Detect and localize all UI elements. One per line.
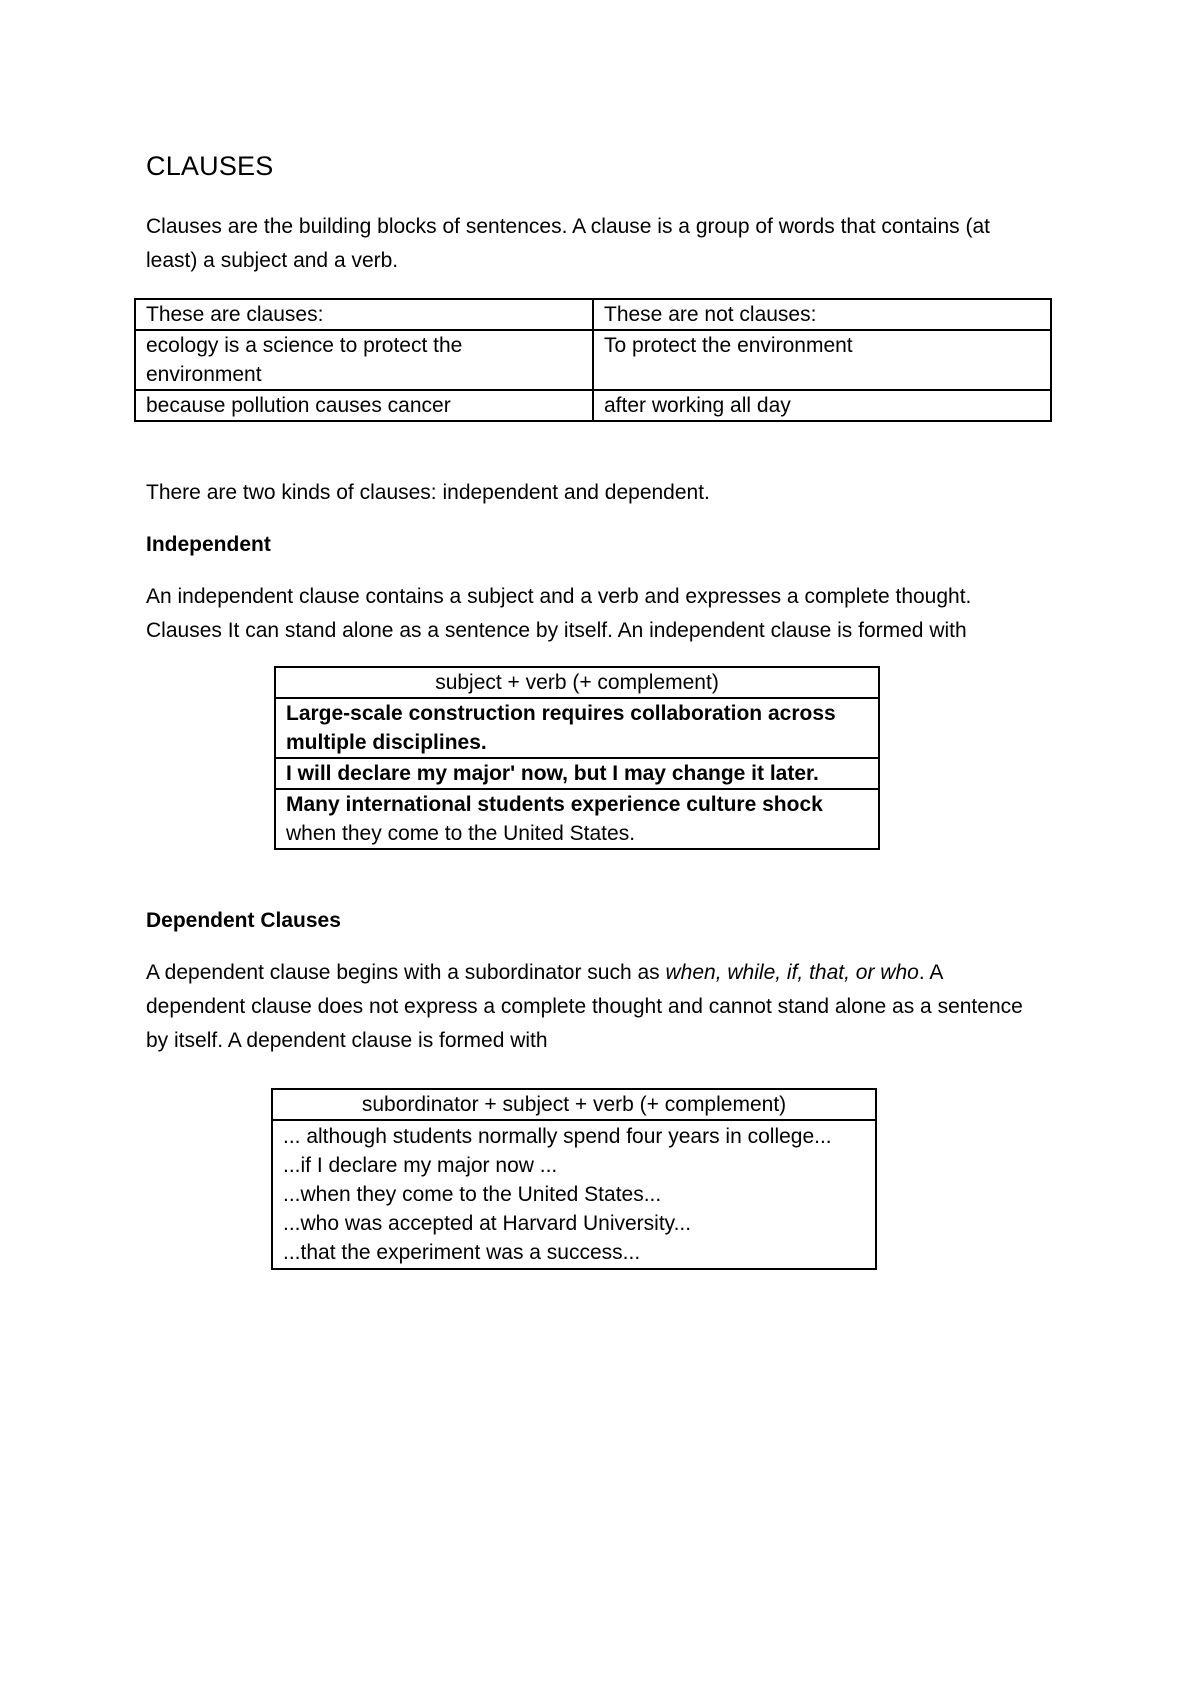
structure-formula: subject + verb (+ complement) [275, 667, 879, 698]
independent-heading: Independent [146, 533, 271, 556]
table-cell: To protect the environment [593, 330, 1051, 390]
structure-formula: subordinator + subject + verb (+ complement) [272, 1089, 876, 1120]
dependent-text-end: . A dependent clause does not express a complete thought and cannot stand alone as a sentence by itself. A dependent clause is formed with [146, 961, 1023, 1052]
dependent-text-start: A dependent clause begins with a subordinator such as [146, 961, 666, 984]
table-row [275, 698, 879, 758]
independent-structure-table [274, 666, 880, 850]
table-header-cell: These are clauses: [135, 299, 593, 330]
example-cell [272, 1120, 876, 1269]
table-cell: after working all day [593, 390, 1051, 421]
example-line: ... although students normally spend four years in college... [283, 1125, 832, 1148]
example-line: ...who was accepted at Harvard University... [283, 1212, 692, 1235]
table-cell: ecology is a science to protect the environment [135, 330, 593, 390]
example-line: Many international students experience culture shock [286, 793, 823, 816]
independent-paragraph: An independent clause contains a subject and a verb and expresses a complete thought. Clauses It can stand alone as a sentence by itself. An independent clause is formed with [146, 585, 972, 642]
example-line: ...that the experiment was a success... [283, 1241, 641, 1264]
table-row [135, 390, 1051, 421]
example-line: when they come to the United States. [286, 822, 636, 845]
document-page [146, 148, 1046, 1270]
table-header-row [135, 299, 1051, 330]
example-line: ...when they come to the United States... [283, 1183, 662, 1206]
example-line: ...if I declare my major now ... [283, 1154, 558, 1177]
clause-examples-table [134, 298, 1052, 422]
intro-paragraph: Clauses are the building blocks of sentences. A clause is a group of words that contains (at least) a subject and a verb. [146, 215, 990, 272]
example-cell: I will declare my major' now, but I may change it later. [275, 758, 879, 789]
table-row [135, 330, 1051, 390]
subordinator-list: when, while, if, that, or who [665, 961, 919, 984]
table-cell: because pollution causes cancer [135, 390, 593, 421]
example-cell: Large-scale construction requires collaboration across multiple disciplines. [275, 698, 879, 758]
example-cell [275, 789, 879, 849]
table-header-cell: These are not clauses: [593, 299, 1051, 330]
dependent-heading: Dependent Clauses [146, 909, 341, 932]
dependent-paragraph [146, 956, 1046, 1058]
dependent-structure-table [271, 1088, 877, 1270]
table-row [272, 1120, 876, 1269]
table-header-row [275, 667, 879, 698]
table-row [275, 789, 879, 849]
page-title: CLAUSES [146, 151, 274, 181]
table-row [275, 758, 879, 789]
clause-kinds-paragraph: There are two kinds of clauses: independent and dependent. [146, 481, 710, 504]
table-header-row [272, 1089, 876, 1120]
